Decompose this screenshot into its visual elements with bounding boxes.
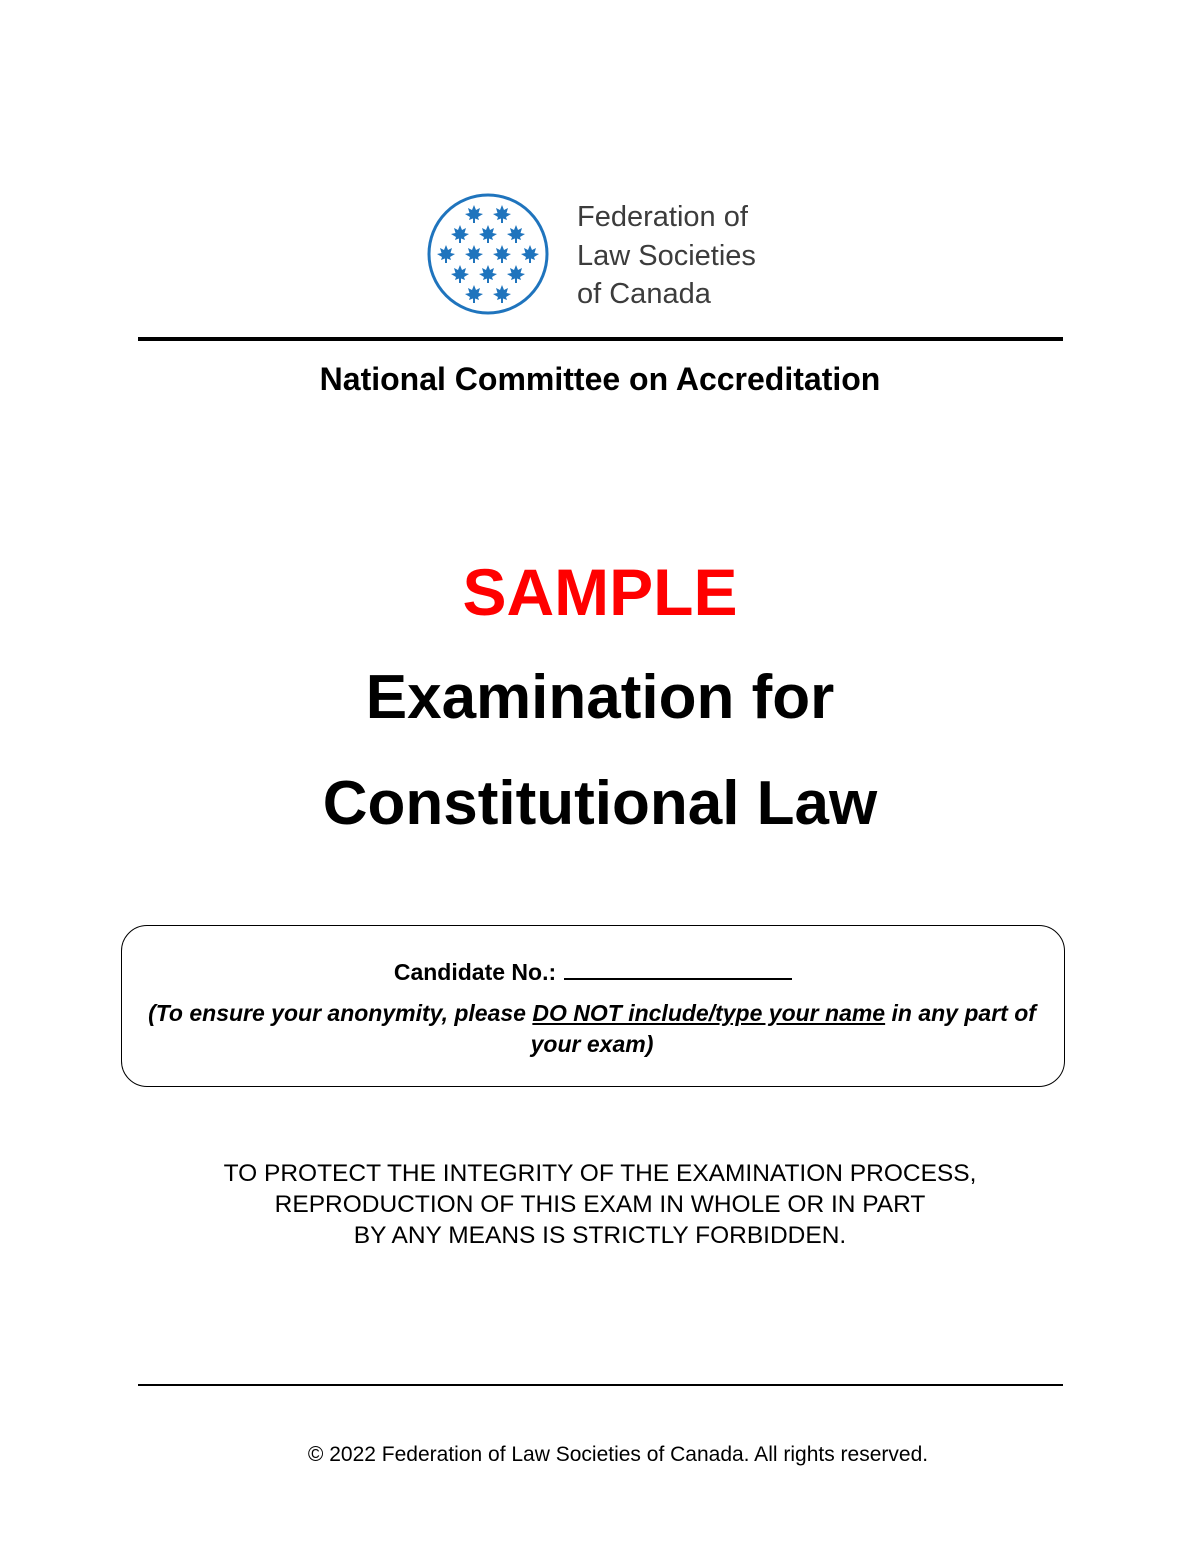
exam-title-line-2: Constitutional Law: [322, 769, 878, 838]
top-divider: [138, 337, 1063, 341]
integrity-line-2: REPRODUCTION OF THIS EXAM IN WHOLE OR IN PART: [274, 1191, 926, 1218]
copyright-notice: © 2022 Federation of Law Societies of Canada. All rights reserved.: [307, 1443, 929, 1466]
integrity-notice: [0, 1158, 1200, 1251]
logo-line-3: of Canada: [577, 278, 711, 310]
maple-leaf-circle-seal-icon: [426, 192, 550, 316]
integrity-line-3: BY ANY MEANS IS STRICTLY FORBIDDEN.: [353, 1222, 847, 1249]
candidate-number-field[interactable]: [564, 956, 792, 980]
anonymity-note-emphasis: DO NOT include/type your name: [532, 1000, 886, 1026]
candidate-number-row: [122, 956, 1064, 988]
candidate-number-label: Candidate No.:: [393, 959, 557, 985]
exam-title-line-1: Examination for: [365, 663, 835, 732]
candidate-box: [121, 925, 1065, 1087]
logo-wordmark: [577, 198, 756, 314]
logo-line-1: Federation of: [577, 201, 748, 233]
sample-label: SAMPLE: [462, 555, 738, 629]
committee-heading: National Committee on Accreditation: [319, 361, 881, 397]
anonymity-note: [142, 998, 1042, 1060]
flsc-logo: [426, 192, 786, 317]
logo-line-2: Law Societies: [577, 239, 756, 272]
anonymity-note-end: in any part of your exam): [530, 1000, 1036, 1057]
anonymity-note-start: (To ensure your anonymity, please: [148, 1000, 533, 1026]
bottom-divider: [138, 1384, 1063, 1386]
integrity-line-1: TO PROTECT THE INTEGRITY OF THE EXAMINATION PROCESS,: [223, 1160, 977, 1187]
